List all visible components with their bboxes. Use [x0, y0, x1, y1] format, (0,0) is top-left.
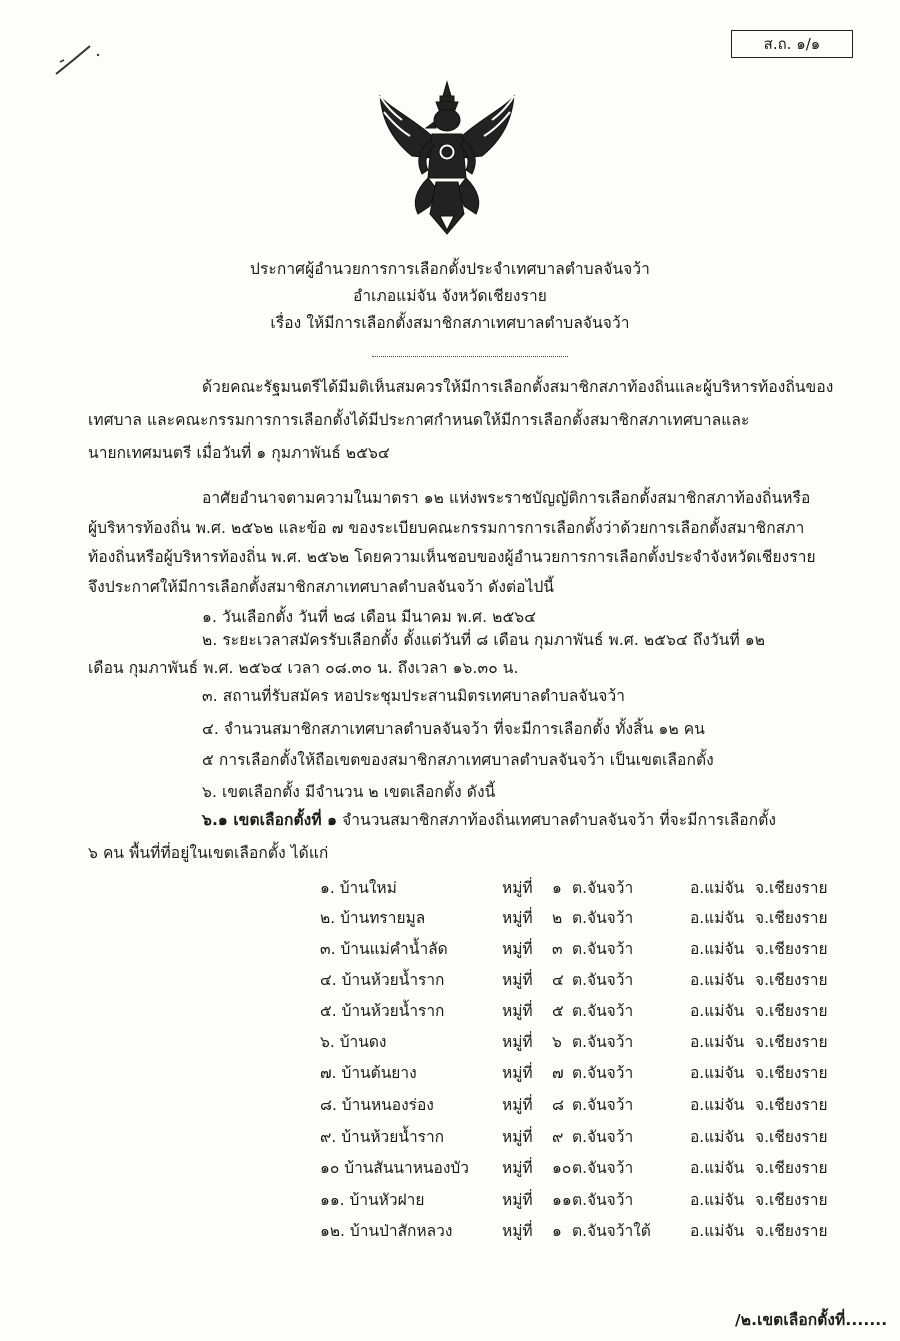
- moo-number: ๘: [552, 1096, 564, 1114]
- amphoe: อ.แม่จัน: [690, 909, 745, 927]
- district-1-label: ๖.๑ เขตเลือกตั้งที่ ๑: [202, 811, 338, 829]
- province: จ.เชียงราย: [755, 909, 828, 927]
- province: จ.เชียงราย: [755, 1064, 828, 1082]
- tambon: ต.จันจว้า: [572, 1002, 634, 1020]
- handwritten-mark: [50, 40, 105, 80]
- para1-line-2: เทศบาล และคณะกรรมการการเลือกตั้งได้มีประกาศกำหนดให้มีการเลือกตั้งสมาชิกสภาเทศบาลและ: [88, 411, 750, 429]
- moo-number: ๑๐: [552, 1159, 572, 1177]
- item-application-period-cont: เดือน กุมภาพันธ์ พ.ศ. ๒๕๖๔ เวลา ๐๘.๓๐ น. ถึงเวลา ๑๖.๓๐ น.: [88, 659, 519, 677]
- province: จ.เชียงราย: [755, 1096, 828, 1114]
- item-application-period: ๒. ระยะเวลาสมัครรับเลือกตั้ง ตั้งแต่วันที่ ๘ เดือน กุมภาพันธ์ พ.ศ. ๒๕๖๔ ถึงวันที่ ๑๒: [202, 631, 766, 649]
- tambon: ต.จันจว้า: [572, 879, 634, 897]
- tambon: ต.จันจว้า: [572, 909, 634, 927]
- moo-label: หมู่ที่: [502, 1033, 533, 1051]
- moo-number: ๖: [552, 1033, 562, 1051]
- tambon: ต.จันจว้า: [572, 1096, 634, 1114]
- item-district-count: ๖. เขตเลือกตั้ง มีจำนวน ๒ เขตเลือกตั้ง ดังนี้: [202, 783, 496, 801]
- para2-line-1: อาศัยอำนาจตามความในมาตรา ๑๒ แห่งพระราชบัญญัติการเลือกตั้งสมาชิกสภาท้องถิ่นหรือ: [202, 489, 811, 507]
- village-name: ๖. บ้านดง: [320, 1033, 387, 1051]
- tambon: ต.จันจว้า: [572, 971, 634, 989]
- village-name: ๑๑. บ้านหัวฝาย: [320, 1191, 425, 1209]
- amphoe: อ.แม่จัน: [690, 1002, 745, 1020]
- moo-number: ๔: [552, 971, 564, 989]
- moo-label: หมู่ที่: [502, 940, 533, 958]
- moo-number: ๑๑: [552, 1191, 572, 1209]
- province: จ.เชียงราย: [755, 940, 828, 958]
- amphoe: อ.แม่จัน: [690, 971, 745, 989]
- tambon: ต.จันจว้า: [572, 1064, 634, 1082]
- tambon: ต.จันจว้าใต้: [572, 1222, 651, 1240]
- garuda-emblem: [372, 78, 522, 238]
- amphoe: อ.แม่จัน: [690, 1033, 745, 1051]
- item-district-1-areas: ๖ คน พื้นที่ที่อยู่ในเขตเลือกตั้ง ได้แก่: [88, 844, 329, 862]
- village-name: ๗. บ้านต้นยาง: [320, 1064, 417, 1082]
- tambon: ต.จันจว้า: [572, 940, 634, 958]
- moo-label: หมู่ที่: [502, 1191, 533, 1209]
- moo-number: ๗: [552, 1064, 564, 1082]
- header-line-2: อำเภอแม่จัน จังหวัดเชียงราย: [353, 287, 547, 305]
- amphoe: อ.แม่จัน: [690, 1096, 745, 1114]
- moo-label: หมู่ที่: [502, 879, 533, 897]
- province: จ.เชียงราย: [755, 1222, 828, 1240]
- moo-label: หมู่ที่: [502, 1096, 533, 1114]
- district-1-desc: จำนวนสมาชิกสภาท้องถิ่นเทศบาลตำบลจันจว้า ที่จะมีการเลือกตั้ง: [337, 811, 777, 829]
- moo-label: หมู่ที่: [502, 1064, 533, 1082]
- moo-label: หมู่ที่: [502, 1128, 533, 1146]
- moo-label: หมู่ที่: [502, 1002, 533, 1020]
- amphoe: อ.แม่จัน: [690, 1191, 745, 1209]
- amphoe: อ.แม่จัน: [690, 1128, 745, 1146]
- para1-line-1: ด้วยคณะรัฐมนตรีได้มีมติเห็นสมควรให้มีการเลือกตั้งสมาชิกสภาท้องถิ่นและผู้บริหารท้องถิ่นของ: [202, 378, 834, 396]
- item-district-basis: ๕ การเลือกตั้งให้ถือเขตของสมาชิกสภาเทศบาลตำบลจันจว้า เป็นเขตเลือกตั้ง: [202, 751, 714, 769]
- tambon: ต.จันจว้า: [572, 1128, 634, 1146]
- para1-line-3: นายกเทศมนตรี เมื่อวันที่ ๑ กุมภาพันธ์ ๒๕๖๔: [88, 444, 390, 462]
- moo-label: หมู่ที่: [502, 909, 533, 927]
- moo-label: หมู่ที่: [502, 1159, 533, 1177]
- para2-line-3: ท้องถิ่นหรือผู้บริหารท้องถิ่น พ.ศ. ๒๕๖๒ โดยความเห็นชอบของผู้อำนวยการการเลือกตั้งประจำจังหวัดเชียงราย: [88, 548, 816, 566]
- province: จ.เชียงราย: [755, 879, 828, 897]
- moo-number: ๒: [552, 909, 563, 927]
- item-election-date: ๑. วันเลือกตั้ง วันที่ ๒๘ เดือน มีนาคม พ.ศ. ๒๕๖๔: [202, 608, 537, 626]
- document-code-box: [731, 30, 853, 58]
- para2-line-2: ผู้บริหารท้องถิ่น พ.ศ. ๒๕๖๒ และข้อ ๗ ของระเบียบคณะกรรมการการเลือกตั้งว่าด้วยการเลือกตั้งสมาชิกสภา: [88, 519, 805, 537]
- moo-number: ๓: [552, 940, 563, 958]
- divider-dotted: [372, 356, 568, 357]
- header-line-1: ประกาศผู้อำนวยการการเลือกตั้งประจำเทศบาลตำบลจันจว้า: [250, 260, 650, 278]
- province: จ.เชียงราย: [755, 1033, 828, 1051]
- province: จ.เชียงราย: [755, 1002, 828, 1020]
- moo-label: หมู่ที่: [502, 971, 533, 989]
- province: จ.เชียงราย: [755, 971, 828, 989]
- moo-label: หมู่ที่: [502, 1222, 533, 1240]
- amphoe: อ.แม่จัน: [690, 1159, 745, 1177]
- village-name: ๘. บ้านหนองร่อง: [320, 1096, 434, 1114]
- item-application-place: ๓. สถานที่รับสมัคร หอประชุมประสานมิตรเทศบาลตำบลจันจว้า: [202, 687, 626, 705]
- item-member-count: ๔. จำนวนสมาชิกสภาเทศบาลตำบลจันจว้า ที่จะมีการเลือกตั้ง ทั้งสิ้น ๑๒ คน: [202, 720, 705, 738]
- amphoe: อ.แม่จัน: [690, 940, 745, 958]
- province: จ.เชียงราย: [755, 1159, 828, 1177]
- amphoe: อ.แม่จัน: [690, 1064, 745, 1082]
- village-name: ๕. บ้านห้วยน้ำราก: [320, 1002, 445, 1020]
- page-continuation: /๒.เขตเลือกตั้งที่.......: [735, 1311, 888, 1329]
- moo-number: ๙: [552, 1128, 564, 1146]
- village-name: ๑๒. บ้านป่าสักหลวง: [320, 1222, 453, 1240]
- tambon: ต.จันจว้า: [572, 1033, 634, 1051]
- province: จ.เชียงราย: [755, 1128, 828, 1146]
- para2-line-4: จึงประกาศให้มีการเลือกตั้งสมาชิกสภาเทศบาลตำบลจันจว้า ดังต่อไปนี้: [88, 578, 555, 596]
- document-code: ส.ถ. ๑/๑: [763, 35, 821, 53]
- village-name: ๓. บ้านแม่คำน้ำลัด: [320, 940, 448, 958]
- amphoe: อ.แม่จัน: [690, 1222, 745, 1240]
- village-name: ๑๐ บ้านสันนาหนองบัว: [320, 1159, 469, 1177]
- moo-number: ๑: [552, 1222, 562, 1240]
- tambon: ต.จันจว้า: [572, 1159, 634, 1177]
- village-name: ๙. บ้านห้วยน้ำราก: [320, 1128, 445, 1146]
- province: จ.เชียงราย: [755, 1191, 828, 1209]
- header-subject: เรื่อง ให้มีการเลือกตั้งสมาชิกสภาเทศบาลตำบลจันจว้า: [270, 314, 630, 332]
- item-district-1-heading: [202, 813, 776, 829]
- village-name: ๔. บ้านห้วยน้ำราก: [320, 971, 445, 989]
- amphoe: อ.แม่จัน: [690, 879, 745, 897]
- village-name: ๑. บ้านใหม่: [320, 879, 397, 897]
- moo-number: ๑: [552, 879, 562, 897]
- tambon: ต.จันจว้า: [572, 1191, 634, 1209]
- moo-number: ๕: [552, 1002, 564, 1020]
- village-name: ๒. บ้านทรายมูล: [320, 909, 426, 927]
